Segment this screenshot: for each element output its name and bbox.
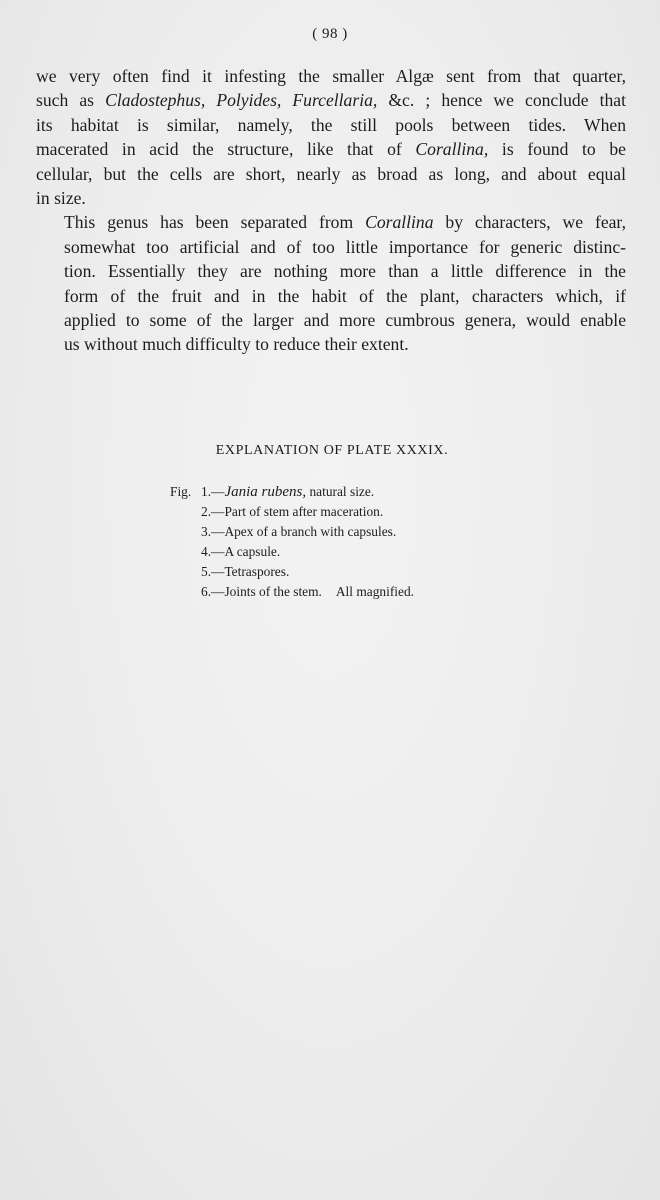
figure-item <box>170 562 490 582</box>
text-run: such as <box>36 90 106 111</box>
text-run: its habitat is similar, namely, the still pools between tides. When <box>36 114 626 135</box>
text-line <box>36 235 626 259</box>
figure-caption: Apex of a branch with capsules. <box>224 524 397 539</box>
text-run: cellular, but the cells are short, nearly as broad as long, and about equal <box>36 163 626 184</box>
text-line <box>36 162 626 186</box>
page-number: ( 98 ) <box>312 26 348 42</box>
figure-number: 2. <box>201 504 212 519</box>
plate-heading: EXPLANATION OF PLATE XXXIX. <box>215 443 449 458</box>
figure-dash: — <box>211 524 225 539</box>
italic-term: Corallina, <box>415 139 489 160</box>
text-run: macerated in acid the structure, like that of <box>36 139 416 160</box>
figure-prefix <box>170 502 201 522</box>
paragraph-1 <box>36 64 626 210</box>
text-line <box>36 88 626 112</box>
text-run: &c. ; hence we conclude that <box>377 90 626 111</box>
figure-dash: — <box>211 564 225 579</box>
text-line <box>36 332 626 356</box>
text-line <box>36 259 626 283</box>
figure-caption: Tetraspores. <box>224 564 290 579</box>
figure-prefix: Fig. <box>170 484 192 499</box>
figure-caption: Part of stem after maceration. <box>224 504 384 519</box>
text-run: applied to some of the larger and more cumbrous genera, would enable <box>64 310 626 331</box>
text-run: form of the fruit and in the habit of the plant, characters which, if <box>64 285 626 306</box>
figure-dash: — <box>211 484 225 499</box>
figure-item <box>170 542 490 562</box>
text-line <box>36 210 626 234</box>
text-run: somewhat too artificial and of too little importance for generic distinc- <box>64 236 626 257</box>
figure-dash: — <box>211 504 225 519</box>
text-run: by characters, we fear, <box>433 212 626 233</box>
body-text <box>36 64 626 357</box>
figure-item <box>170 502 490 522</box>
figure-number: 6. <box>201 584 212 599</box>
text-run: is found to be <box>488 139 626 160</box>
text-line <box>36 137 626 161</box>
figure-number: 4. <box>201 544 212 559</box>
text-line <box>36 64 626 88</box>
figure-number: 1. <box>201 484 212 499</box>
figure-caption: A capsule. <box>224 544 281 559</box>
text-run: we very often find it infesting the smaller Algæ sent from that quarter, <box>36 66 626 86</box>
figure-item <box>170 522 490 542</box>
plate-figure-list <box>170 482 490 602</box>
paragraph-2 <box>36 210 626 356</box>
text-line <box>36 284 626 308</box>
figure-dash: — <box>211 584 225 599</box>
figure-prefix <box>170 562 201 582</box>
figure-note: All magnified. <box>335 584 414 599</box>
text-run: tion. Essentially they are nothing more than a little difference in the <box>64 261 626 282</box>
figure-caption: Joints of the stem. <box>224 584 322 599</box>
figure-item <box>170 482 490 502</box>
figure-prefix <box>170 522 201 542</box>
figure-item <box>170 582 490 602</box>
text-run: in size. <box>36 188 86 209</box>
italic-term: Cladostephus, Polyides, Furcellaria, <box>105 90 378 111</box>
figure-number: 5. <box>201 564 212 579</box>
text-run: us without much difficulty to reduce their extent. <box>64 334 409 355</box>
figure-caption: natural size. <box>306 484 375 499</box>
text-line <box>36 308 626 332</box>
figure-dash: — <box>211 544 225 559</box>
italic-term: Corallina <box>365 212 434 233</box>
figure-number: 3. <box>201 524 212 539</box>
text-line <box>36 113 626 137</box>
text-line <box>36 186 626 210</box>
spacer <box>322 582 336 602</box>
figure-species-name: Jania rubens, <box>224 484 307 500</box>
figure-prefix <box>170 582 201 602</box>
figure-prefix <box>170 542 201 562</box>
text-run: This genus has been separated from <box>64 212 366 233</box>
